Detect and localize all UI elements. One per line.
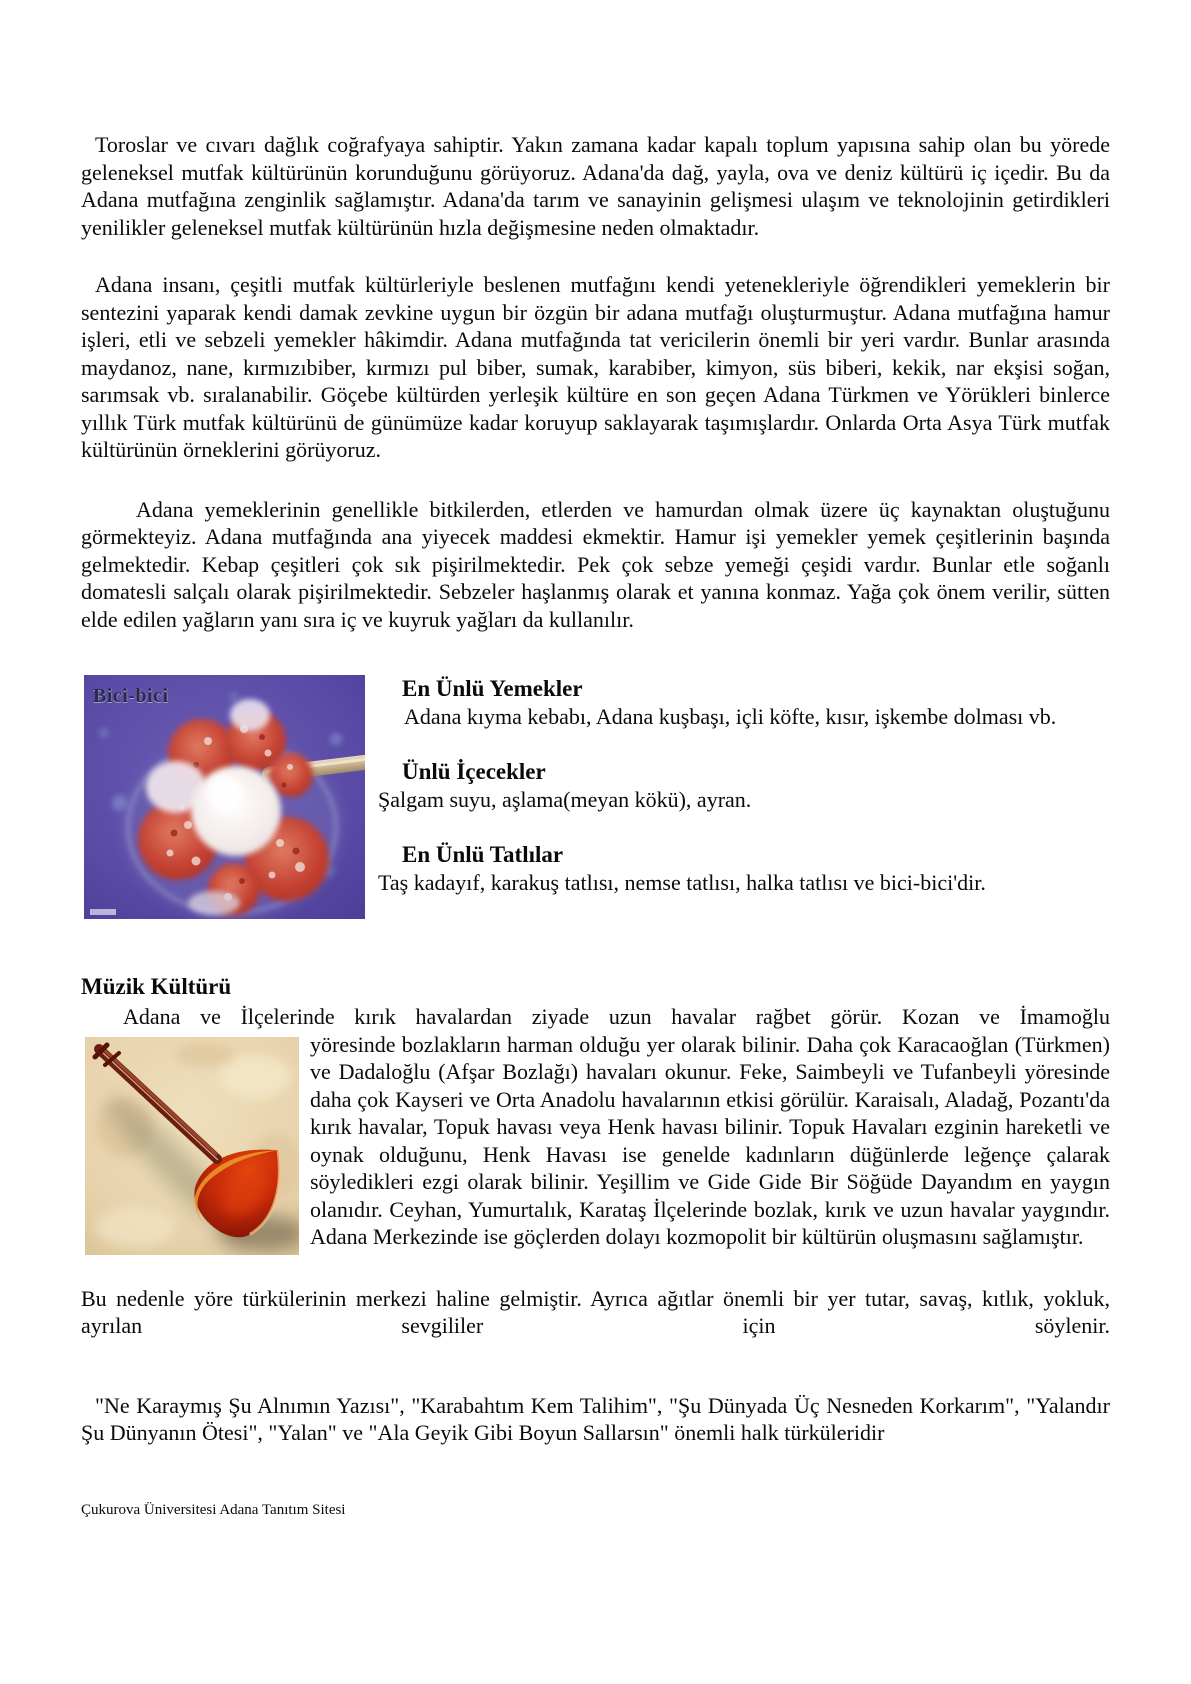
food-item-drinks-body: Şalgam suyu, aşlama(meyan kökü), ayran. [378, 786, 752, 812]
paragraph-cuisine-origins: Adana insanı, çeşitli mutfak kültürleriyle beslenen mutfağını kendi yetenekleriyle öğrendikleri yemeklerin bir sentezini yaparak kendi damak zevkine uygun bir özgün bir adana mutfağı oluşturmuştur. Adana mutfağına hamur işleri, etli ve sebzeli yemekler hâkimdir. Adana mutfağında tat vericilerin önemli bir yeri vardır. Bunlar arasında maydanoz, nane, kırmızıbiber, kırmızı pul biber, sumak, karabiber, kimyon, süs biberi, kekik, nar ekşisi soğan, sarımsak vb. sıralanabilir. Göçebe kültürden yerleşik kültüre en son geçen Adana Türkmen ve Yörükleri binlerce yıllık Türk mutfak kültürünü de günümüze kadar koruyup saklayarak taşımışlardır. Onlarda Orta Asya Türk mutfak kültürünün örneklerini görüyoruz. [81, 272, 1110, 462]
bici-bici-image-label: Bici-bici [93, 685, 169, 707]
famous-foods-list [378, 675, 1110, 924]
paragraph-folk-songs: "Ne Karaymış Şu Alnımın Yazısı", "Karabahtım Kem Talihim", "Şu Dünyada Üç Nesneden Korkarım", "Yalandır Şu Dünyanın Ötesi", "Yalan" ve "Ala Geyik Gibi Boyun Sallarsın" önemli halk türküleridir [81, 1392, 1110, 1445]
music-paragraph-body: yöresinde bozlakların harman olduğu yer olarak bilinir. Daha çok Karacaoğlan (Türkmen) ve Dadaloğlu (Afşar Bozlağı) havaları okunur. Feke, Saimbeyli ve Tufanbeyli yöresinde daha çok Kayseri ve Orta Anadolu havalarının etkisi görülür. Karaisalı, Aladağ, Pozantı'da kırık havalar, Topuk havası veya Henk havası bilinir. Topuk Havaları ezginin hareketli ve oynak olduğunu, Henk Havası ise genelde kadınların düğünlerde leğençe çalarak söyledikleri ezgi olarak bilinir. Yeşillim ve Gide Gide Bir Söğüde Dayandım en yaygın olanıdır. Ceyhan, Yumurtalık, Karataş İlçelerinde bozlak, kırık ve uzun havalar yaygındır. Adana Merkezinde ise göçlerden dolayı kozmopolit bir kültürün oluşmasını sağlamıştır. [310, 1031, 1110, 1249]
food-item-dishes [378, 675, 1110, 730]
paragraph-food-sources: Adana yemeklerinin genellikle bitkilerden, etlerden ve hamurdan olmak üzere üç kaynaktan oluştuğunu görmekteyiz. Adana mutfağında ana yiyecek maddesi ekmektir. Hamur işi yemekler yemek çeşitlerinin başında gelmektedir. Kebap çeşitleri çok sık pişirilmektedir. Pek çok sebze yemeği çeşidi vardır. Bunlar etle soğanlı domatesli salçalı olarak pişirilmektedir. Sebzeler haşlanmış olarak et yanına konmaz. Yağa çok önem verilir, sütten elde edilen yağların yanı sıra iç ve kuyruk yağları da kullanılır. [81, 496, 1110, 632]
food-item-dishes-body: Adana kıyma kebabı, Adana kuşbaşı, içli köfte, kısır, işkembe dolması vb. [404, 703, 1057, 729]
paragraph-geography: Toroslar ve cıvarı dağlık coğrafyaya sahiptir. Yakın zamana kadar kapalı toplum yapısına sahip olan bu yörede geleneksel mutfak kültürünün korunduğunu görüyoruz. Adana'da dağ, yayla, ova ve deniz kültürü iç içedir. Bu da Adana mutfağına zenginlik sağlamıştır. Adana'da tarım ve sanayinin gelişmesi ulaşım ve teknolojinin getirdikleri yenilikler geleneksel mutfak kültürünün hızla değişmesine neden olmaktadır. [81, 132, 1110, 240]
music-paragraph-wrap [81, 1031, 1110, 1259]
baglama-photo-art [85, 1037, 299, 1255]
baglama-photo [85, 1037, 299, 1255]
music-culture-heading: Müzik Kültürü [81, 974, 232, 999]
music-paragraph-tail: Bu nedenle yöre türkülerinin merkezi haline gelmiştir. Ayrıca ağıtlar önemli bir yer tutar, savaş, kıtlık, yokluk, ayrılan sevgililer için söylenir. [81, 1285, 1110, 1338]
food-item-drinks [378, 758, 1110, 813]
footer-source: Çukurova Üniversitesi Adana Tanıtım Sitesi [81, 1501, 346, 1518]
food-item-desserts [378, 841, 1110, 896]
food-item-dishes-heading: En Ünlü Yemekler [402, 676, 583, 701]
bici-bici-photo-art [84, 675, 365, 919]
bici-bici-photo [84, 675, 365, 919]
food-item-desserts-body: Taş kadayıf, karakuş tatlısı, nemse tatlısı, halka tatlısı ve bici-bici'dir. [378, 869, 986, 895]
food-item-drinks-heading: Ünlü İçecekler [402, 759, 546, 784]
food-item-desserts-heading: En Ünlü Tatlılar [402, 842, 564, 867]
famous-foods-section [81, 675, 1110, 927]
music-intro-line: Adana ve İlçelerinde kırık havalardan ziyade uzun havalar rağbet görür. Kozan ve İmamoğlu [123, 1004, 1110, 1029]
